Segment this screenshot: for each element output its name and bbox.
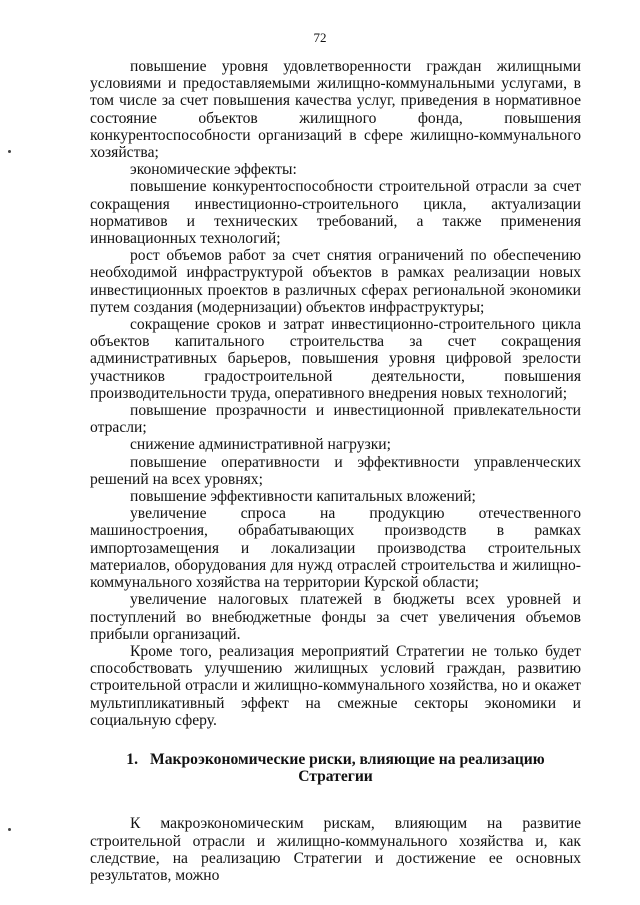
- paragraph-macro-risks: К макроэкономическим рискам, влияющим на развитие строительной отрасли и жилищно-коммунального хозяйства и, как следствие, на реализацию Стратегии и достижение ее основных результатов, можно: [90, 815, 581, 884]
- paragraph-work-volume-growth: рост объемов работ за счет снятия ограничений по обеспечению необходимой инфраструктурой объектов в рамках реализации новых инвестиционных проектов в различных сферах региональной экономики путем создания (модернизации) объектов инфраструктуры;: [90, 247, 581, 316]
- paragraph-management-efficiency: повышение оперативности и эффективности управленческих решений на всех уровнях;: [90, 453, 581, 488]
- section-heading-line1: [90, 751, 581, 768]
- paragraph-capital-investment: повышение эффективности капитальных вложений;: [130, 488, 476, 506]
- paragraph-tax-payments: увеличение налоговых платежей в бюджеты всех уровней и поступлений во внебюджетные фонды за счет увеличения объемов прибыли организаций.: [90, 591, 581, 643]
- paragraph-economic-effects-heading: экономические эффекты:: [130, 161, 297, 179]
- margin-dot-mark: [8, 828, 11, 831]
- section-title-line2: Стратегии: [298, 768, 373, 786]
- section-heading: [90, 751, 581, 785]
- document-body: [90, 58, 581, 884]
- section-number: 1.: [126, 750, 138, 768]
- paragraph-housing-satisfaction: повышение уровня удовлетворенности граждан жилищными условиями и предоставляемыми жилищно-коммунальными услугами, в том числе за счет повышения качества услуг, приведения в нормативное состояние объектов жилищного фонда, повышения конкурентоспособности организаций в сфере жилищно-коммунального хозяйства;: [90, 58, 581, 162]
- paragraph-demand-increase: увеличение спроса на продукцию отечественного машиностроения, обрабатывающих производств в рамках импортозамещения и локализации производства строительных материалов, оборудования для нужд отраслей строительства и жилищно-коммунального хозяйства на территории Курской области;: [90, 505, 581, 592]
- page-number: 72: [313, 30, 327, 45]
- paragraph-admin-load: снижение административной нагрузки;: [130, 436, 391, 454]
- section-title-line1: Макроэкономические риски, влияющие на реализацию: [150, 750, 545, 768]
- margin-dot-mark: [8, 150, 11, 153]
- paragraph-multiplier-effect: Кроме того, реализация мероприятий Стратегии не только будет способствовать улучшению жилищных условий граждан, развитию строительной отрасли и жилищно-коммунального хозяйства, но и окажет мультипликативный эффект на смежные секторы экономики и социальную сферу.: [90, 642, 581, 729]
- paragraph-transparency: повышение прозрачности и инвестиционной привлекательности отрасли;: [90, 402, 581, 437]
- paragraph-cycle-reduction: сокращение сроков и затрат инвестиционно-строительного цикла объектов капитального строительства за счет сокращения административных барьеров, повышения уровня цифровой зрелости участников градостроительной деятельности, повышения производительности труда, оперативного внедрения новых технологий;: [90, 316, 581, 402]
- paragraph-competitiveness: повышение конкурентоспособности строительной отрасли за счет сокращения инвестиционно-строительного цикла, актуализации нормативов и технических требований, а также применения инновационных технологий;: [90, 178, 581, 248]
